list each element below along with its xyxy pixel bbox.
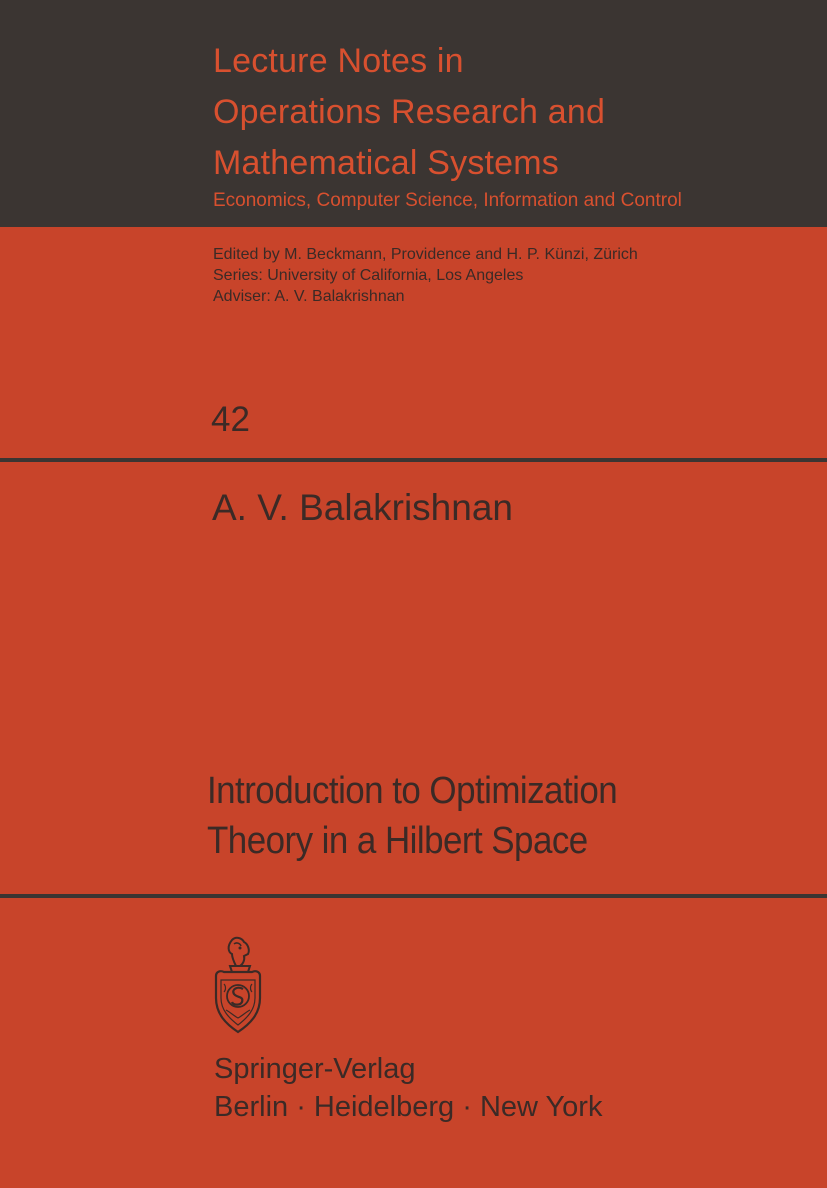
divider-rule-bottom [0, 894, 827, 898]
publisher-cities: Berlin · Heidelberg · New York [214, 1091, 603, 1123]
series-header-band [0, 0, 827, 227]
springer-horse-logo-icon [210, 936, 266, 1034]
series-title-line-1: Lecture Notes in [213, 42, 464, 80]
edited-by-line: Edited by M. Beckmann, Providence and H. P. Künzi, Zürich [213, 246, 638, 263]
publisher-name: Springer-Verlag [214, 1053, 416, 1085]
divider-rule-top [0, 458, 827, 462]
adviser-line: Adviser: A. V. Balakrishnan [213, 288, 405, 305]
series-title-line-2: Operations Research and [213, 93, 606, 131]
book-title-line-1: Introduction to Optimization [207, 770, 618, 812]
author-name: A. V. Balakrishnan [212, 487, 513, 528]
book-title [207, 766, 617, 866]
editors-block [213, 244, 638, 307]
book-title-line-2: Theory in a Hilbert Space [207, 820, 588, 862]
publisher-block [214, 1050, 602, 1126]
series-subtitle: Economics, Computer Science, Information and Control [213, 190, 682, 211]
volume-number: 42 [211, 400, 250, 439]
series-line: Series: University of California, Los Angeles [213, 267, 524, 284]
series-title [213, 36, 605, 189]
series-title-line-3: Mathematical Systems [213, 144, 559, 182]
